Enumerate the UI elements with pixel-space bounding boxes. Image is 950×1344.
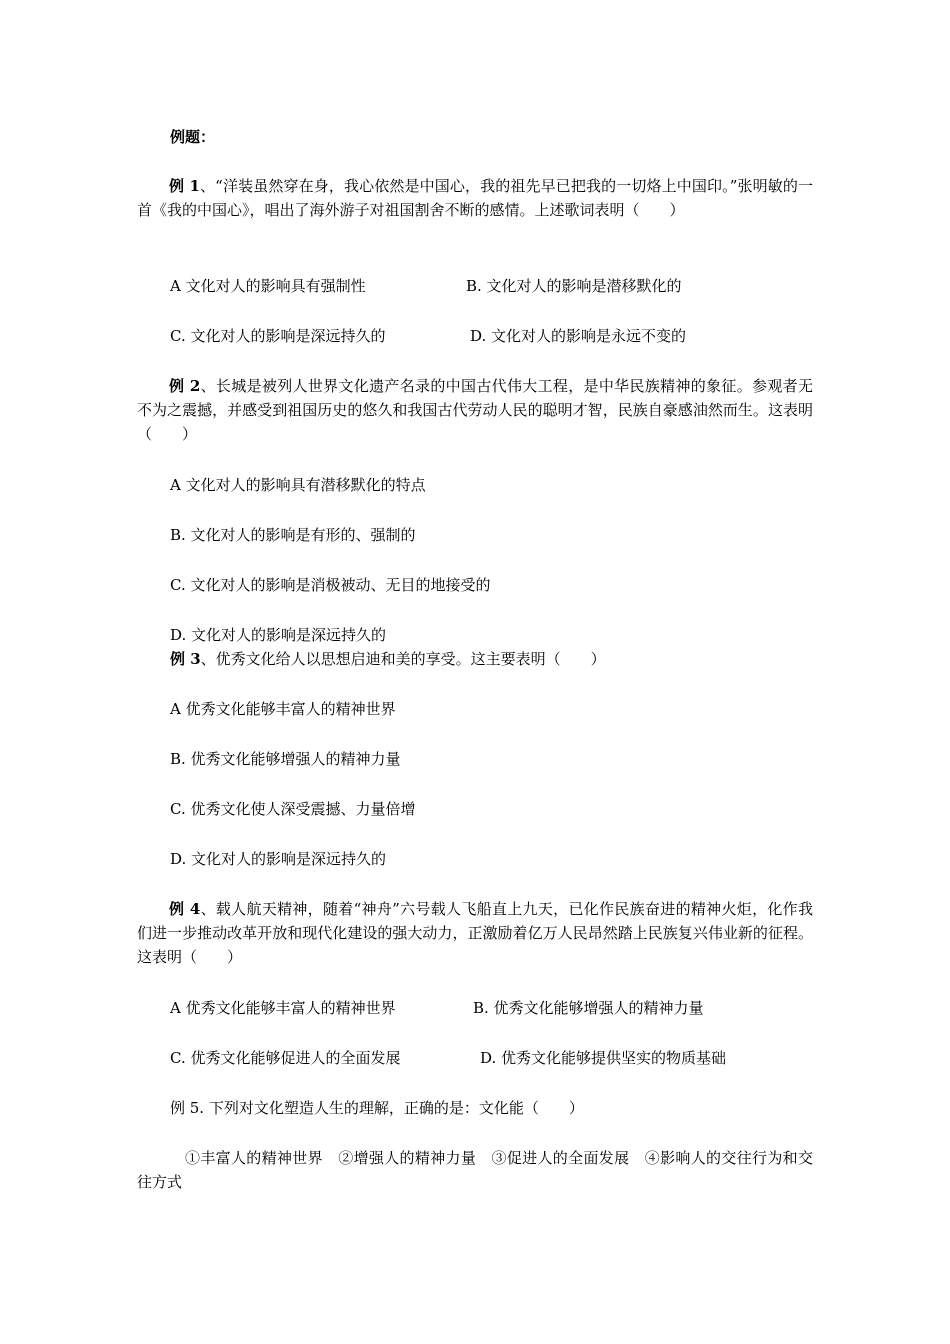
question-4-option-c: C. 优秀文化能够促进人的全面发展: [170, 1049, 401, 1067]
question-5: 例 5. 下列对文化塑造人生的理解，正确的是：文化能（ ）: [170, 1099, 584, 1117]
question-1-option-a: A 文化对人的影响具有强制性: [170, 277, 366, 295]
question-4-option-d: D. 优秀文化能够提供坚实的物质基础: [480, 1049, 727, 1067]
question-1-label: 例 1: [169, 177, 200, 195]
question-3-option-b: B. 优秀文化能够增强人的精神力量: [170, 750, 401, 768]
question-1-text: 、“洋装虽然穿在身，我心依然是中国心，我的祖先早已把我的一切烙上中国印。”张明敏的一首《我的中国心》，唱出了海外游子对祖国割舍不断的感情。上述歌词表明（ ）: [137, 177, 813, 219]
question-4-option-b: B. 优秀文化能够增强人的精神力量: [473, 999, 704, 1017]
question-1-option-d: D. 文化对人的影响是永远不变的: [470, 327, 687, 345]
question-1: [137, 174, 813, 222]
question-2-option-b: B. 文化对人的影响是有形的、强制的: [170, 526, 416, 544]
question-2-option-c: C. 文化对人的影响是消极被动、无目的地接受的: [170, 576, 491, 594]
question-1-option-b: B. 文化对人的影响是潜移默化的: [466, 277, 682, 295]
question-3-text: 、优秀文化给人以思想启迪和美的享受。这主要表明（ ）: [200, 650, 606, 668]
question-4-text: 、载人航天精神，随着“神舟”六号载人飞船直上九天，已化作民族奋进的精神火炬，化作我们进一步推动改革开放和现代化建设的强大动力，正激励着亿万人民昂然踏上民族复兴伟业新的征程。这表明（ ）: [137, 900, 813, 966]
question-2-text: 、长城是被列人世界文化遗产名录的中国古代伟大工程，是中华民族精神的象征。参观者无不为之震撼，并感受到祖国历史的悠久和我国古代劳动人民的聪明才智，民族自豪感油然而生。这表明（ ）: [137, 377, 813, 443]
question-3-option-c: C. 优秀文化使人深受震撼、力量倍增: [170, 800, 416, 818]
question-4-option-a: A 优秀文化能够丰富人的精神世界: [170, 999, 396, 1017]
question-3-label: 例 3: [170, 650, 201, 668]
question-3: [170, 647, 606, 671]
question-5-items: ①丰富人的精神世界 ②增强人的精神力量 ③促进人的全面发展 ④影响人的交往行为和交往方式: [137, 1149, 813, 1191]
question-2-option-a: A 文化对人的影响具有潜移默化的特点: [170, 476, 426, 494]
question-2-option-d: D. 文化对人的影响是深远持久的: [170, 626, 387, 644]
question-3-option-a: A 优秀文化能够丰富人的精神世界: [170, 700, 396, 718]
question-3-option-d: D. 文化对人的影响是深远持久的: [170, 850, 387, 868]
question-2-label: 例 2: [169, 377, 201, 395]
question-4: [137, 897, 813, 969]
heading: 例题：: [170, 128, 216, 146]
question-1-option-c: C. 文化对人的影响是深远持久的: [170, 327, 386, 345]
question-4-label: 例 4: [169, 900, 201, 918]
question-2: [137, 374, 813, 446]
